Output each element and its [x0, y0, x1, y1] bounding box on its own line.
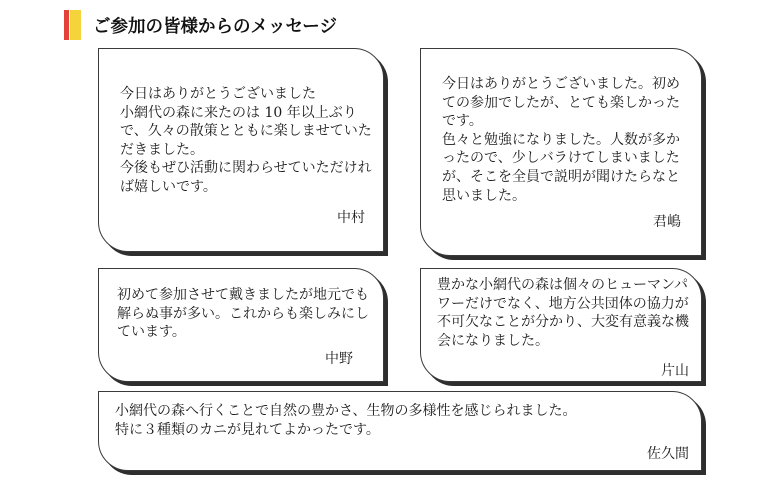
page-title: ご参加の皆様からのメッセージ — [93, 17, 337, 37]
message-text: 豊かな小網代の森は個々のヒューマンパワーだけでなく、地方公共団体の協力が不可欠なことが分かり、大変有意義な機会になりました。 — [437, 277, 689, 349]
message-author: 中野 — [325, 351, 353, 367]
message-card-sakuma — [98, 391, 702, 471]
message-author: 片山 — [661, 363, 689, 379]
message-card-nakano — [98, 268, 384, 382]
message-author: 佐久間 — [647, 446, 689, 462]
message-text: 今日はありがとうございました。初めての参加でしたが、とても楽しかったです。 色々と勉強になりました。人数が多かったので、少しバラけてしまいましたが、そこを全員で説明が聞けたらなと思いました。 — [442, 76, 680, 204]
message-card-kimishima — [420, 48, 702, 256]
message-text: 初めて参加させて戴きましたが地元でも解らぬ事が多い。これからも楽しみにしています。 — [117, 287, 369, 341]
message-author: 中村 — [337, 210, 365, 226]
accent-bar-red — [64, 10, 69, 40]
message-text: 今日はありがとうございました 小網代の森に来たのは 10 年以上ぶりで、久々の散策とともに楽しませていただきました。 今後もぜひ活動に関わらせていただければ嬉しいです。 — [120, 86, 372, 195]
message-card-katayama — [420, 268, 702, 382]
accent-bar-yellow — [70, 10, 81, 40]
message-text: 小網代の森へ行くことで自然の豊かさ、生物の多様性を感じられました。 特に３種類のカニが見れてよかったです。 — [115, 403, 577, 438]
message-card-nakamura — [98, 48, 384, 252]
message-author: 君嶋 — [653, 214, 681, 230]
